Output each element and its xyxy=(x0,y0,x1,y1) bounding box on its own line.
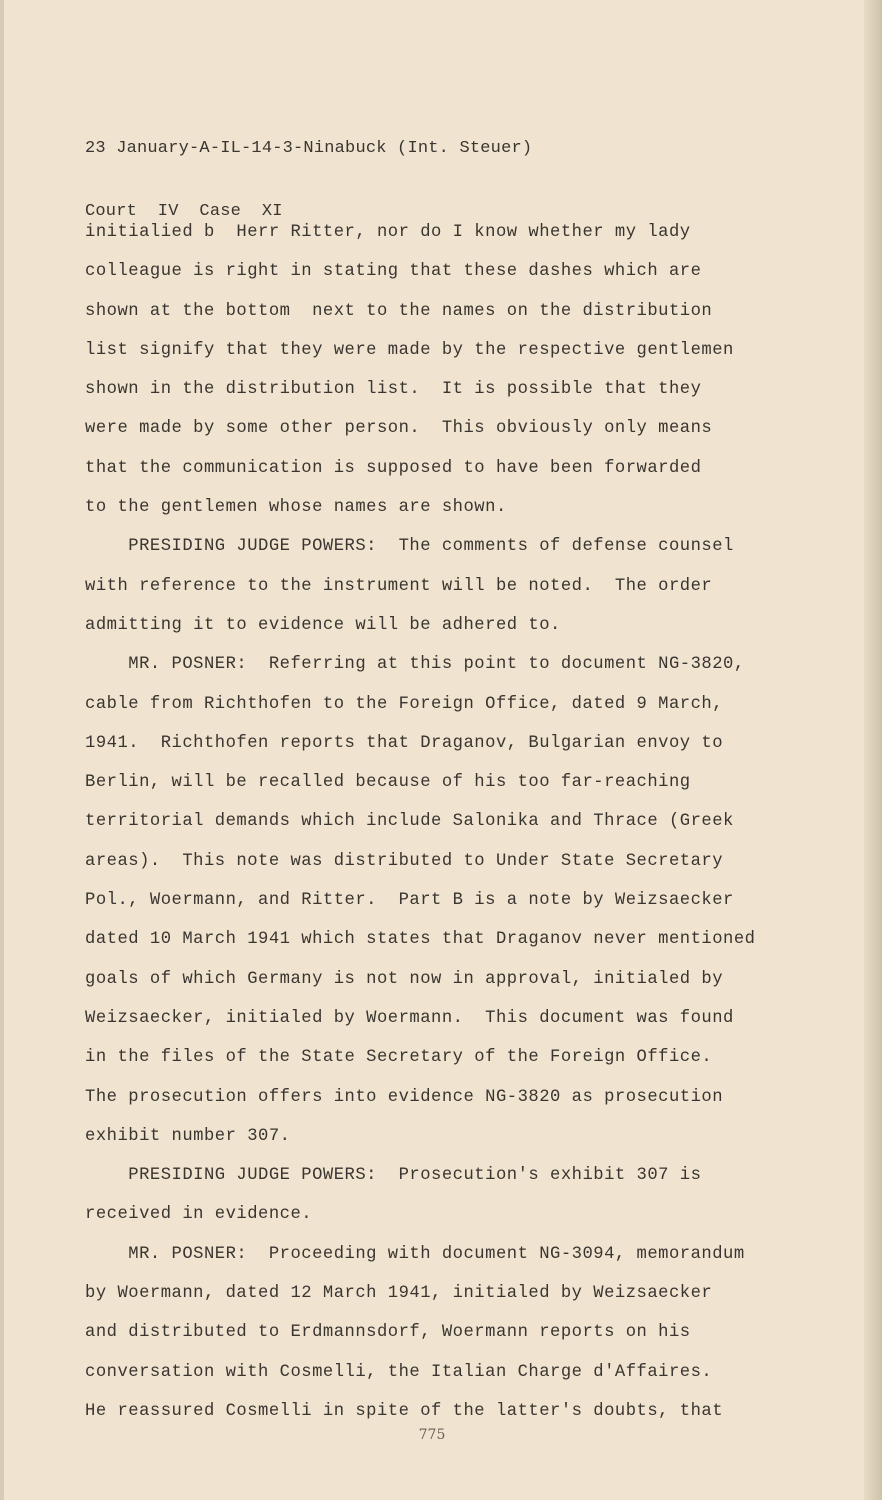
text-line: cable from Richthofen to the Foreign Office, dated 9 March, xyxy=(85,694,724,714)
page-number: 775 xyxy=(418,1427,446,1443)
text-line: that the communication is supposed to have been forwarded xyxy=(85,458,702,478)
page-edge-right xyxy=(864,0,882,1500)
text-line: goals of which Germany is not now in approval, initialed by xyxy=(85,969,724,989)
text-line: list signify that they were made by the respective gentlemen xyxy=(85,340,734,360)
transcript-body xyxy=(85,213,820,1431)
text-line: Pol., Woermann, and Ritter. Part B is a note by Weizsaecker xyxy=(85,891,734,911)
text-line: initialied b Herr Ritter, nor do I know whether my lady xyxy=(85,223,691,242)
text-line: MR. POSNER: Proceeding with document NG-3094, memorandum xyxy=(85,1244,745,1264)
page-edge-left xyxy=(0,0,4,1500)
text-line: PRESIDING JUDGE POWERS: The comments of defense counsel xyxy=(85,537,734,557)
text-line: shown at the bottom next to the names on the distribution xyxy=(85,301,713,321)
text-line: received in evidence. xyxy=(85,1205,313,1225)
text-line: The prosecution offers into evidence NG-3820 as prosecution xyxy=(85,1087,724,1107)
text-line: PRESIDING JUDGE POWERS: Prosecution's exhibit 307 is xyxy=(85,1166,702,1186)
text-line: Berlin, will be recalled because of his too far-reaching xyxy=(85,773,691,793)
text-line: dated 10 March 1941 which states that Draganov never mentioned xyxy=(85,930,756,950)
text-line: shown in the distribution list. It is possible that they xyxy=(85,380,702,400)
text-line: to the gentlemen whose names are shown. xyxy=(85,498,507,518)
text-line: areas). This note was distributed to Under State Secretary xyxy=(85,851,724,871)
header-line-1: 23 January-A-IL-14-3-Ninabuck (Int. Steuer) xyxy=(85,139,533,158)
text-line: He reassured Cosmelli in spite of the latter's doubts, that xyxy=(85,1401,724,1421)
text-line: MR. POSNER: Referring at this point to document NG-3820, xyxy=(85,655,745,675)
text-line: conversation with Cosmelli, the Italian Charge d'Affaires. xyxy=(85,1362,713,1382)
text-line: exhibit number 307. xyxy=(85,1126,291,1146)
text-line: and distributed to Erdmannsdorf, Woermann reports on his xyxy=(85,1323,691,1343)
text-line: territorial demands which include Salonika and Thrace (Greek xyxy=(85,812,734,832)
text-line: with reference to the instrument will be noted. The order xyxy=(85,576,713,596)
text-line: colleague is right in stating that these dashes which are xyxy=(85,262,702,282)
text-line: Weizsaecker, initialed by Woermann. This document was found xyxy=(85,1008,734,1028)
text-line: admitting it to evidence will be adhered to. xyxy=(85,615,561,635)
text-line: 1941. Richthofen reports that Draganov, Bulgarian envoy to xyxy=(85,733,724,753)
text-line: in the files of the State Secretary of the Foreign Office. xyxy=(85,1048,713,1068)
text-line: were made by some other person. This obviously only means xyxy=(85,419,713,439)
text-line: by Woermann, dated 12 March 1941, initialed by Weizsaecker xyxy=(85,1284,713,1304)
header-line-2: Court IV Case XI xyxy=(85,202,283,221)
